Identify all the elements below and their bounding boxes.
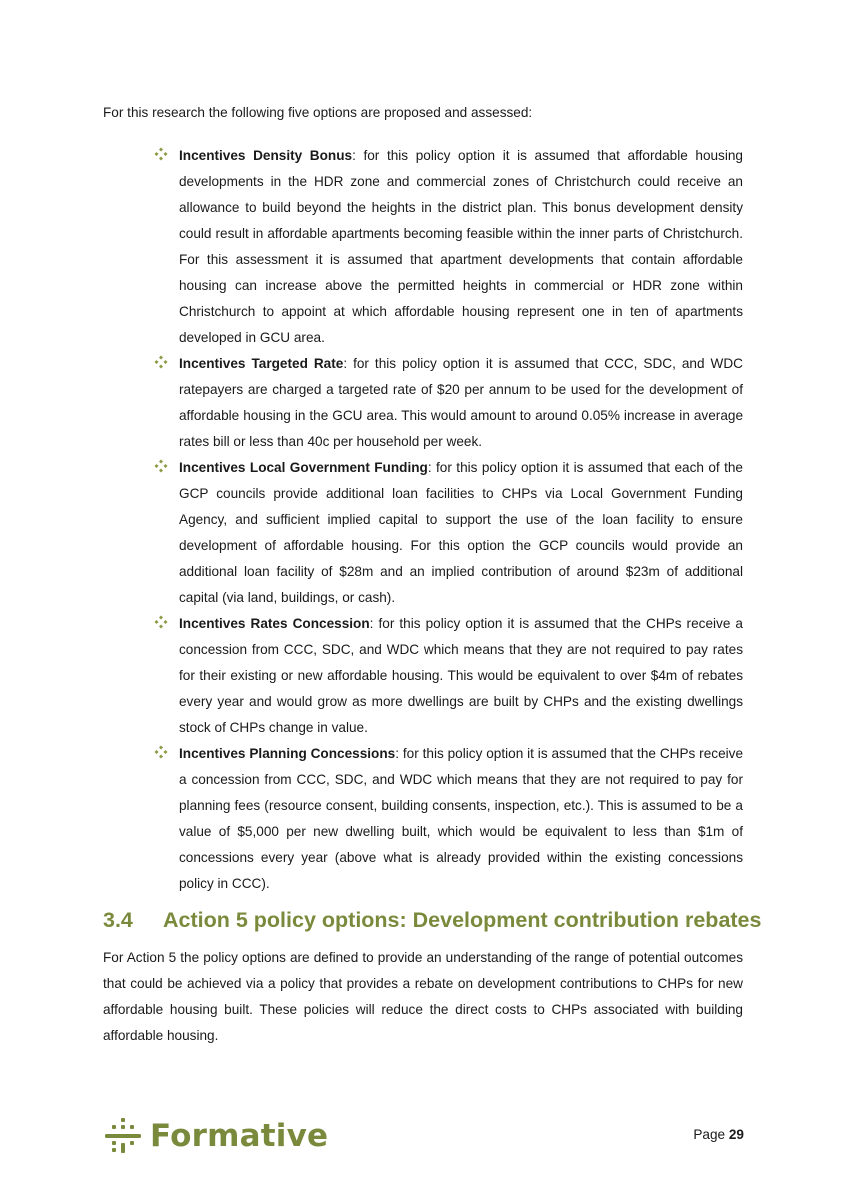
option-description: : for this policy option it is assumed that affordable housing developments in the HDR zone and commercial zones of Christchurch could receive an allowance to build beyond the heights in the district plan. This bonus development density could result in affordable apartments becoming feasible within the inner parts of Christchurch. For this assessment it is assumed that apartment developments that contain affordable housing can increase above the permitted heights in commercial or HDR zone within Christchurch to appoint at which affordable housing represent one in ten of apartments developed in GCU area. xyxy=(179,148,743,345)
logo-wordmark: Formative xyxy=(150,1118,329,1154)
option-description: : for this policy option it is assumed that each of the GCP councils provide additional loan facilities to CHPs via Local Government Funding Agency, and sufficient implied capital to support the use of the loan facility to ensure development of affordable housing. For this option the GCP councils would provide an additional loan facility of $28m and an implied contribution of around $23m of additional capital (via land, buildings, or cash). xyxy=(179,460,743,605)
four-diamond-bullet-icon xyxy=(154,745,168,759)
list-item xyxy=(155,611,743,741)
intro-paragraph: For this research the following five options are proposed and assessed: xyxy=(103,105,533,120)
option-description: : for this policy option it is assumed that CCC, SDC, and WDC ratepayers are charged a targeted rate of $20 per annum to be used for the development of affordable housing in the GCU area. This would amount to around 0.05% increase in average rates bill or less than 40c per household per week. xyxy=(179,356,743,449)
list-item xyxy=(155,351,743,455)
list-item xyxy=(155,741,743,897)
list-item xyxy=(155,143,743,351)
formative-logo-icon xyxy=(104,1117,142,1155)
four-diamond-bullet-icon xyxy=(154,615,168,629)
four-diamond-bullet-icon xyxy=(154,459,168,473)
section-number: 3.4 xyxy=(103,908,133,932)
page-number-value: 29 xyxy=(728,1127,744,1142)
four-diamond-bullet-icon xyxy=(154,147,168,161)
policy-options-list xyxy=(155,143,743,897)
footer-logo xyxy=(104,1116,328,1156)
option-description: : for this policy option it is assumed that the CHPs receive a concession from CCC, SDC, and WDC which means that they are not required to pay for planning fees (resource consent, building consents, inspection, etc.). This is assumed to be a value of $5,000 per new dwelling built, which would be equivalent to less than $1m of concessions every year (above what is already provided within the existing concessions policy in CCC). xyxy=(179,746,744,891)
option-term: Incentives Rates Concession xyxy=(179,616,370,631)
option-term: Incentives Local Government Funding xyxy=(179,460,428,475)
section-heading xyxy=(103,905,763,935)
option-description: : for this policy option it is assumed that the CHPs receive a concession from CCC, SDC, and WDC which means that they are not required to pay rates for their existing or new affordable housing. This would be equivalent to over $4m of rebates every year and would grow as more dwellings are built by CHPs and the existing dwellings stock of CHPs change in value. xyxy=(179,616,743,735)
four-diamond-bullet-icon xyxy=(154,355,168,369)
page-label: Page xyxy=(693,1127,726,1142)
list-item xyxy=(155,455,743,611)
section-title: Action 5 policy options: Development contribution rebates xyxy=(163,908,762,932)
section-paragraph: For Action 5 the policy options are defined to provide an understanding of the range of potential outcomes that could be achieved via a policy that provides a rebate on development contributions to CHPs for new affordable housing built. These policies will reduce the direct costs to CHPs associated with building affordable housing. xyxy=(103,950,743,1043)
page-number xyxy=(672,1127,744,1142)
option-term: Incentives Density Bonus xyxy=(179,148,353,163)
option-term: Incentives Planning Concessions xyxy=(179,746,396,761)
option-term: Incentives Targeted Rate xyxy=(179,356,344,371)
